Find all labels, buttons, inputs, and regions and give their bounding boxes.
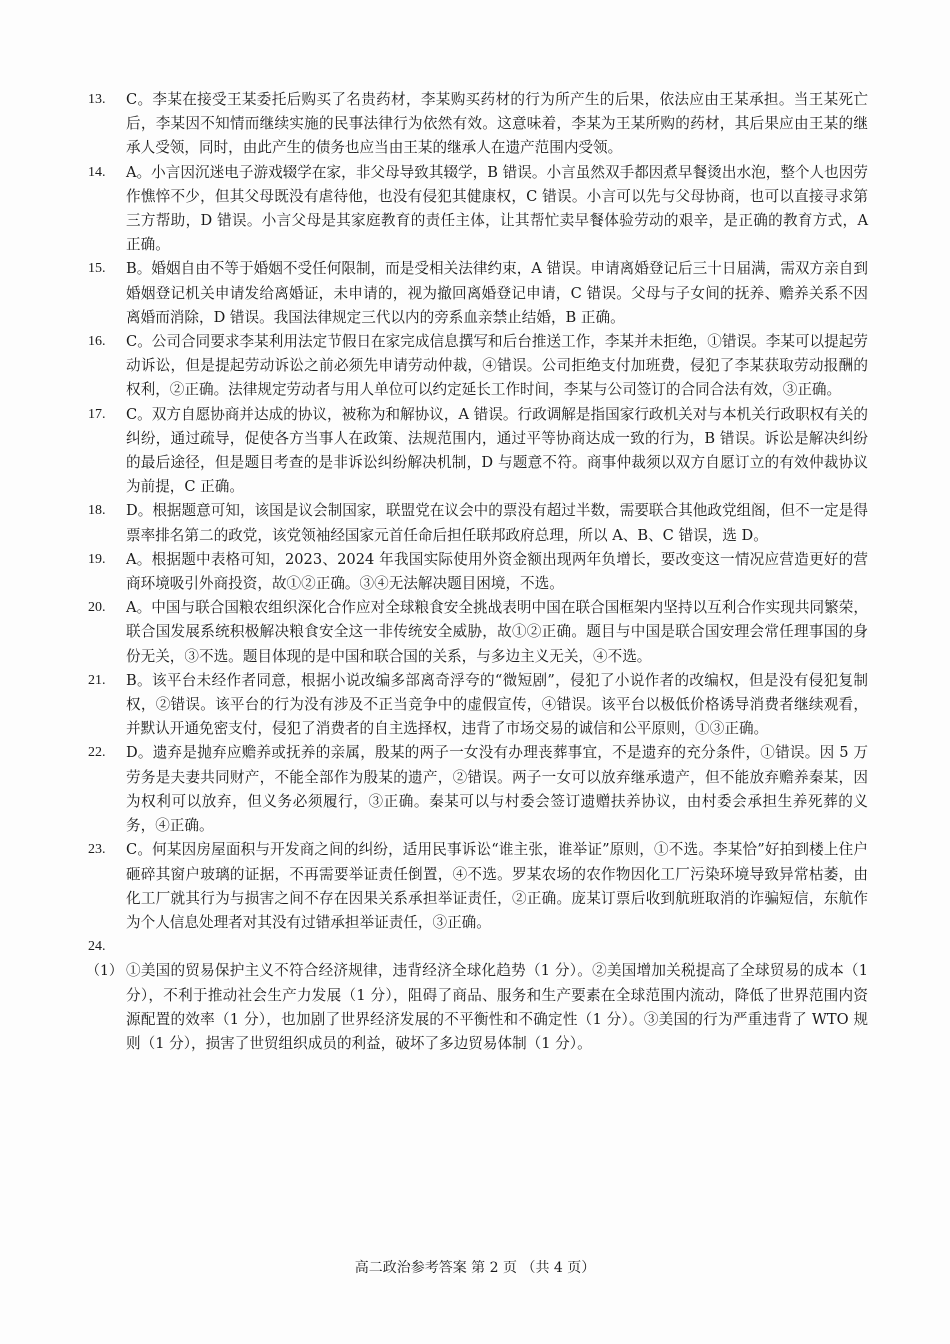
sub-answer-1 bbox=[88, 959, 868, 1056]
answer-item-23 bbox=[88, 838, 868, 935]
answer-item-19 bbox=[88, 548, 868, 596]
answer-text: A。小言因沉迷电子游戏辍学在家，非父母导致其辍学，B 错误。小言虽然双手都因煮早餐烫出水泡，整个人也因劳作憔悴不少，但其父母既没有虐待他，也没有侵犯其健康权，C 错误。小言可以先与父母协商，也可以直接寻求第三方帮助，D 错误。小言父母是其家庭教育的责任主体，让其帮忙卖早餐体验劳动的艰辛，是正确的教育方式，A 正确。 bbox=[126, 163, 868, 254]
answer-number: 21. bbox=[88, 672, 106, 688]
answer-item-15 bbox=[88, 257, 868, 330]
sub-answer-number: （1） bbox=[86, 963, 123, 980]
answer-number: 15. bbox=[88, 261, 106, 277]
answer-text: D。根据题意可知，该国是议会制国家，联盟党在议会中的票没有超过半数，需要联合其他政党组阁，但不一定是得票率排名第二的政党，该党领袖经国家元首任命后担任联邦政府总理，所以 A、B、C 错误，选 D。 bbox=[126, 502, 868, 544]
answer-number: 13. bbox=[88, 92, 106, 107]
answer-text: A。根据题中表格可知，2023、2024 年我国实际使用外资金额出现两年负增长，要改变这一情况应营造更好的营商环境吸引外商投资，故①②正确。③④无法解决题目困境，不选。 bbox=[126, 550, 868, 593]
answer-item-16 bbox=[88, 330, 868, 403]
answer-number: 20. bbox=[88, 600, 106, 616]
answer-list bbox=[88, 88, 868, 1056]
answer-text: A。中国与联合国粮农组织深化合作应对全球粮食安全挑战表明中国在联合国框架内坚持以互利合作实现共同繁荣，联合国发展系统积极解决粮食安全这一非传统安全威胁，故①②正确。题目与中国是联合国安理会常任理事国的身份无关，③不选。题目体现的是中国和联合国的关系，与多边主义无关，④不选。 bbox=[126, 599, 868, 665]
answer-item-18 bbox=[88, 499, 868, 547]
answer-item-24 bbox=[88, 935, 868, 1056]
answer-text: C。李某在接受王某委托后购买了名贵药材，李某购买药材的行为所产生的后果，依法应由王某承担。当王某死亡后，李某因不知情而继续实施的民事法律行为依然有效。这意味着，李某为王某所购的药材，其后果应由王某的继承人受领，同时，由此产生的债务也应当由王某的继承人在遗产范围内受领。 bbox=[126, 91, 868, 157]
answer-text: B。该平台未经作者同意，根据小说改编多部离奇浮夸的“微短剧”，侵犯了小说作者的改编权，但是没有侵犯复制权，②错误。该平台的行为没有涉及不正当竞争中的虚假宣传，④错误。该平台以极低价格诱导消费者继续观看，并默认开通免密支付，侵犯了消费者的自主选择权，违背了市场交易的诚信和公平原则，①③正确。 bbox=[126, 671, 868, 738]
answer-item-17 bbox=[88, 403, 868, 500]
answer-number: 16. bbox=[88, 334, 106, 350]
sub-answer-text: ①美国的贸易保护主义不符合经济规律，违背经济全球化趋势（1 分）。②美国增加关税提高了全球贸易的成本（1 分），不利于推动社会生产力发展（1 分），阻碍了商品、服务和生产要素在全球范围内流动，降低了世界范围内资源配置的效率（1 分），也加剧了世界经济发展的不平衡性和不确定性（1 分）。③美国的行为严重违背了 WTO 规则（1 分），损害了世贸组织成员的利益，破坏了多边贸易体制（1 分）。 bbox=[126, 962, 868, 1052]
page-footer: 高二政治参考答案 第 2 页 （共 4 页） bbox=[354, 1260, 596, 1276]
answer-text: D。遗弃是抛弃应赡养或抚养的亲属，殷某的两子一女没有办理丧葬事宜，不是遗弃的充分条件，①错误。因 5 万劳务是夫妻共同财产，不能全部作为殷某的遗产，②错误。两子一女可以放弃继承遗产，但不能放弃赡养秦某，因为权利可以放弃，但义务必须履行，③正确。秦某可以与村委会签订遗赠扶养协议，由村委会承担生养死葬的义务，④正确。 bbox=[126, 744, 868, 835]
answer-item-21 bbox=[88, 669, 868, 742]
answer-number: 17. bbox=[88, 406, 106, 422]
answer-item-14 bbox=[88, 161, 868, 258]
answer-item-22 bbox=[88, 741, 868, 838]
answer-text: C。何某因房屋面积与开发商之间的纠纷，适用民事诉讼“谁主张，谁举证”原则，①不选。李某恰”好拍到楼上住户砸碎其窗户玻璃的证据，不再需要举证责任倒置，④不选。罗某农场的农作物因化工厂污染环境导致异常枯萎，由化工厂就其行为与损害之间不存在因果关系承担举证责任，②正确。庞某订票后收到航班取消的诈骗短信，东航作为个人信息处理者对其没有过错承担举证责任，③正确。 bbox=[126, 841, 868, 931]
answer-number: 22. bbox=[88, 745, 106, 761]
answer-number: 18. bbox=[88, 503, 106, 519]
answer-number: 24. bbox=[88, 939, 106, 955]
answer-text: C。双方自愿协商并达成的协议，被称为和解协议，A 错误。行政调解是指国家行政机关对与本机关行政职权有关的纠纷，通过疏导，促使各方当事人在政策、法规范围内，通过平等协商达成一致的行为，B 错误。诉讼是解决纠纷的最后途径，但是题目考查的是非诉讼纠纷解决机制，D 与题意不符。商事仲裁须以双方自愿订立的有效仲裁协议为前提，C 正确。 bbox=[126, 405, 868, 496]
answer-number: 14. bbox=[88, 164, 106, 180]
answer-item-20 bbox=[88, 596, 868, 669]
answer-number: 23. bbox=[88, 842, 106, 858]
answer-item-13 bbox=[88, 88, 868, 161]
answer-text: B。婚姻自由不等于婚姻不受任何限制，而是受相关法律约束，A 错误。申请离婚登记后三十日届满，需双方亲自到婚姻登记机关申请发给离婚证，未申请的，视为撤回离婚登记申请，C 错误。父母与子女间的抚养、赡养关系不因离婚而消除，D 错误。我国法律规定三代以内的旁系血亲禁止结婚，B 正确。 bbox=[126, 260, 868, 326]
answer-text: C。公司合同要求李某利用法定节假日在家完成信息撰写和后台推送工作，李某并未拒绝，①错误。李某可以提起劳动诉讼，但是提起劳动诉讼之前必须先申请劳动仲裁，④错误。公司拒绝支付加班费，侵犯了李某获取劳动报酬的权利，②正确。法律规定劳动者与用人单位可以约定延长工作时间，李某与公司签订的合同合法有效，③正确。 bbox=[126, 333, 868, 399]
answer-number: 19. bbox=[88, 551, 106, 567]
